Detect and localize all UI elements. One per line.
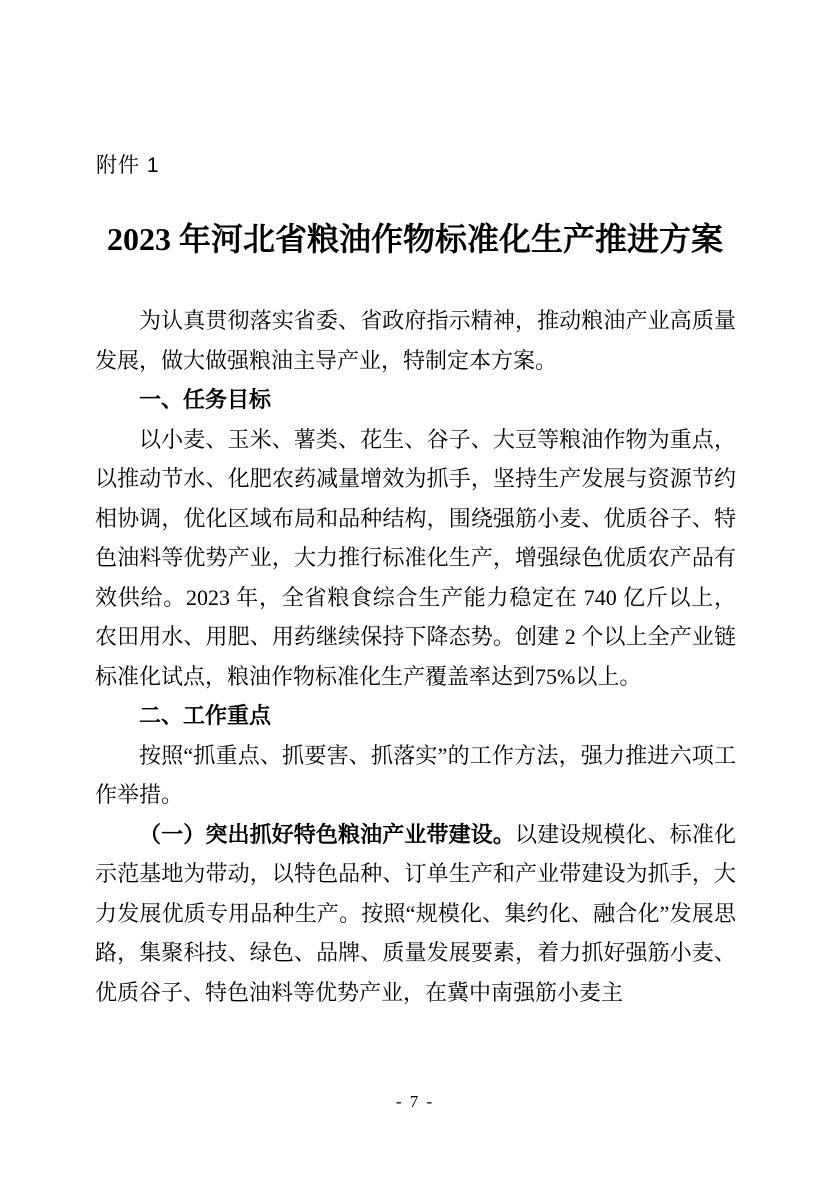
item-1-lead: （一）突出抓好特色粮油产业带建设。: [139, 821, 515, 847]
document-body: [95, 301, 736, 1012]
paragraph-item-1: [95, 815, 736, 1013]
paragraph-work-method: 按照“抓重点、抓要害、抓落实”的工作方法，强力推进六项工作举措。: [95, 742, 736, 807]
paragraph-task-goals: 以小麦、玉米、薯类、花生、谷子、大豆等粮油作物为重点，以推动节水、化肥农药减量增效为抓手，坚持生产发展与资源节约相协调，优化区域布局和品种结构，围绕强筋小麦、优质谷子、特色油料等优势产业，大力推行标准化生产，增强绿色优质农产品有效供给。2023 年，全省粮食综合生产能力稳定在 740 亿斤以上，农田用水、用肥、用药继续保持下降态势。创建 2 个以上全产业链标准化试点，粮油作物标准化生产覆盖率达到75%以上。: [95, 426, 736, 689]
page-number: - 7 -: [395, 1092, 435, 1111]
page-title: 2023 年河北省粮油作物标准化生产推进方案: [106, 221, 723, 257]
section-heading-work-focus: 二、工作重点: [139, 703, 272, 728]
paragraph-intro: 为认真贯彻落实省委、省政府指示精神，推动粮油产业高质量发展，做大做强粮油主导产业，特制定本方案。: [95, 308, 736, 373]
item-1-body: 以建设规模化、标准化示范基地为带动，以特色品种、订单生产和产业带建设为抓手，大力发展优质专用品种生产。按照“规模化、集约化、融合化”发展思路，集聚科技、绿色、品牌、质量发展要素，着力抓好强筋小麦、优质谷子、特色油料等优势产业，在冀中南强筋小麦主: [95, 821, 736, 1005]
section-heading-tasks: 一、任务目标: [139, 387, 272, 412]
attachment-label: 附件 1: [96, 154, 160, 177]
